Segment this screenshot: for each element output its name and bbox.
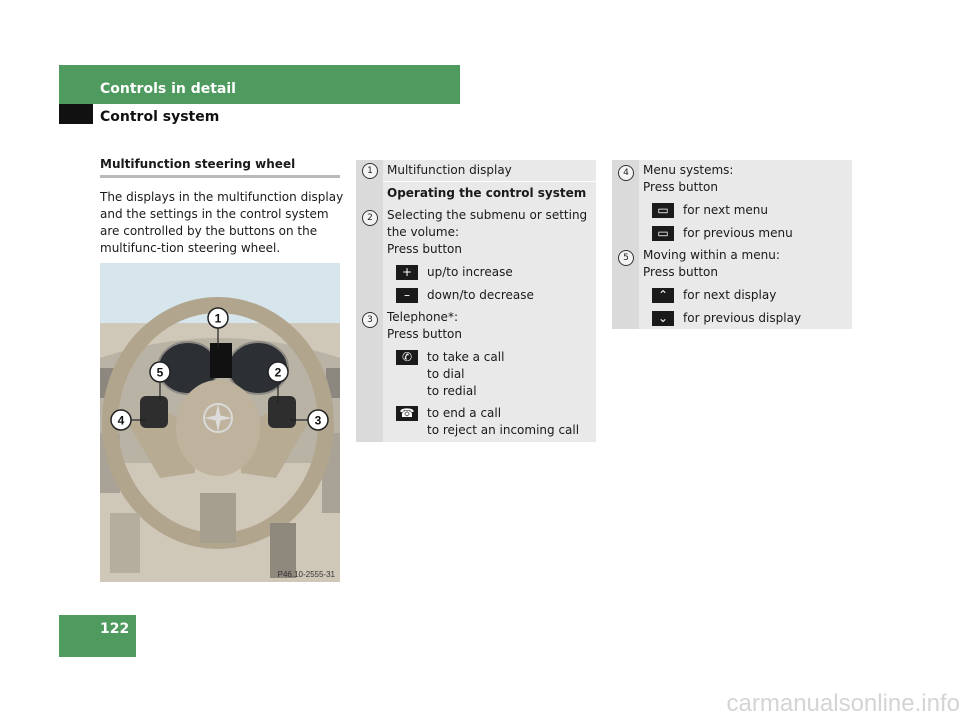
- next-menu-icon: ▭: [652, 203, 674, 218]
- watermark: carmanualsonline.info: [726, 690, 960, 717]
- sub-item-text: for next menu: [683, 203, 768, 217]
- svg-text:2: 2: [274, 365, 282, 380]
- sub-item-text: down/to decrease: [427, 288, 534, 302]
- callout-2: [268, 362, 288, 382]
- row-text: Multifunction display: [387, 163, 512, 177]
- sub-item-text: for next display: [683, 288, 777, 302]
- row-text: Telephone*:: [387, 310, 458, 324]
- previous-menu-icon: ▭: [652, 226, 674, 241]
- number-column: [356, 160, 383, 442]
- plus-icon: +: [396, 265, 418, 280]
- row-number: 5: [618, 250, 634, 266]
- table-heading: Operating the control system: [387, 186, 587, 200]
- page-number: 122: [100, 621, 130, 637]
- sub-item-text: to redial: [427, 384, 477, 398]
- figure-ref-code: P46.10-2555-31: [277, 570, 335, 579]
- row-text: Press button: [643, 265, 718, 279]
- down-arrow-icon: ⌄: [652, 311, 674, 326]
- row-text: Selecting the submenu or setting: [387, 208, 588, 222]
- divider: [383, 181, 596, 182]
- row-number: 1: [362, 163, 378, 179]
- callout-3: [308, 410, 328, 430]
- svg-text:5: 5: [156, 365, 164, 380]
- svg-text:3: 3: [314, 413, 322, 428]
- row-text: the volume:: [387, 225, 460, 239]
- sub-item-text: for previous display: [683, 311, 802, 325]
- number-column: [612, 160, 639, 329]
- sub-item-text: to take a call: [427, 350, 505, 364]
- row-number: 2: [362, 210, 378, 226]
- chapter-title: Controls in detail: [100, 81, 236, 97]
- row-text: Press button: [387, 327, 462, 341]
- callout-5: [150, 362, 170, 382]
- up-arrow-icon: ⌃: [652, 288, 674, 303]
- sub-item-text: for previous menu: [683, 226, 793, 240]
- phone-hangup-icon: ☎: [396, 406, 418, 421]
- minus-icon: –: [396, 288, 418, 303]
- sub-item-text: up/to increase: [427, 265, 513, 279]
- section-body: The displays in the multifunction display and the settings in the control system are controlled by the buttons on the multifunc-tion steering wheel.: [100, 190, 344, 255]
- row-text: Press button: [387, 242, 462, 256]
- sub-item-text: to end a call: [427, 406, 502, 420]
- section-title: Multifunction steering wheel: [100, 157, 296, 171]
- svg-text:1: 1: [214, 311, 222, 326]
- section-rule: [100, 175, 340, 178]
- controls-table-right: [612, 160, 852, 329]
- sub-item-text: to reject an incoming call: [427, 423, 580, 437]
- header-marker: [59, 104, 93, 124]
- row-number: 3: [362, 312, 378, 328]
- row-text: Menu systems:: [643, 163, 734, 177]
- controls-table-left: [356, 160, 596, 442]
- phone-answer-icon: ✆: [396, 350, 418, 365]
- steering-wheel-figure: [100, 263, 340, 582]
- row-text: Moving within a menu:: [643, 248, 780, 262]
- row-text: Press button: [643, 180, 718, 194]
- row-number: 4: [618, 165, 634, 181]
- section-subtitle: Control system: [100, 109, 220, 125]
- sub-item-text: to dial: [427, 367, 465, 381]
- callout-1: [208, 308, 228, 328]
- svg-text:4: 4: [117, 413, 125, 428]
- callout-4: [111, 410, 131, 430]
